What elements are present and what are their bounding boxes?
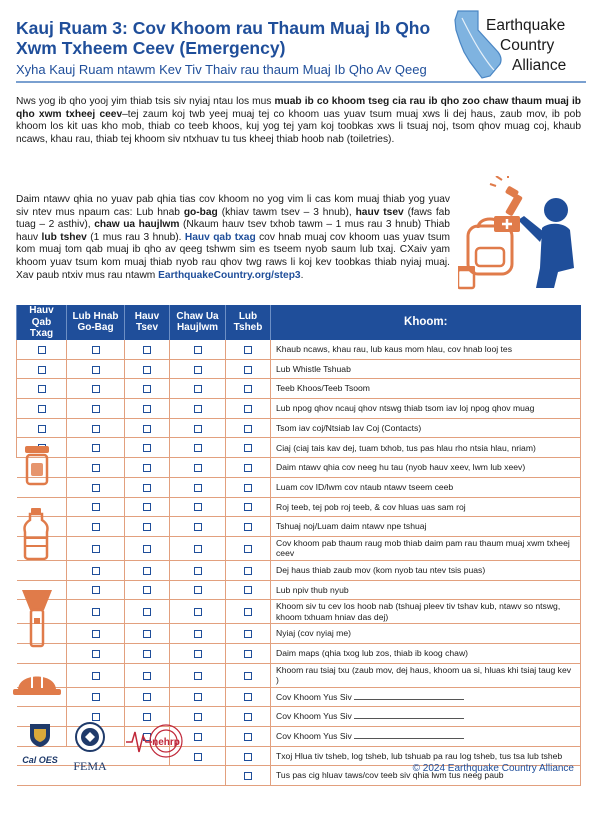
checkbox[interactable] (244, 464, 252, 472)
checkbox-cell[interactable] (226, 560, 271, 580)
checkbox[interactable] (38, 385, 46, 393)
p2-text-1: Daim ntawv qhia no yuav pab qhia tias cov khoom no yog vim li cas kom muaj thiab yog yuav siv ntev mus npaum cas: Lub hnab (16, 194, 450, 218)
table-row (17, 477, 581, 497)
table-row (17, 517, 581, 537)
checkbox[interactable] (194, 672, 202, 680)
checkbox-cell[interactable] (226, 359, 271, 379)
checkbox[interactable] (92, 523, 100, 531)
checkbox-cell[interactable] (226, 497, 271, 517)
checkbox[interactable] (92, 444, 100, 452)
checkbox[interactable] (244, 385, 252, 393)
item-label: Ciaj (ciaj tais kav dej, tuam txhob, tus pas hlau rho ntsia hlau, nriam) (276, 442, 536, 453)
intro-text-a: Nws yog ib qho yooj yim thiab tsis siv nyiaj ntau los mus (16, 96, 275, 107)
item-cell (271, 340, 581, 360)
table-row (17, 643, 581, 663)
checkbox-cell[interactable] (226, 477, 271, 497)
checkbox-cell[interactable] (17, 418, 67, 438)
checkbox[interactable] (143, 346, 151, 354)
checkbox-cell[interactable] (226, 727, 271, 747)
checkbox[interactable] (194, 693, 202, 701)
checkbox[interactable] (143, 693, 151, 701)
item-label: Roj teeb, tej pob roj teeb, & cov hluas uas sam roj (276, 501, 466, 512)
checkbox-cell[interactable] (67, 359, 125, 379)
item-label: Dej haus thiab zaub mov (kom nyob tau ntev tsis puas) (276, 564, 486, 575)
checkbox-cell[interactable] (67, 458, 125, 478)
cal-oes-label: Cal OES (22, 755, 58, 765)
checkbox-cell[interactable] (170, 379, 226, 399)
checkbox-cell[interactable] (170, 418, 226, 438)
p2-text-2: (khiav tawm tsev – 3 hnub), (217, 206, 356, 218)
checkbox-cell[interactable] (125, 560, 170, 580)
item-label: Cov Khoom Yus Siv (276, 711, 352, 722)
checkbox[interactable] (194, 733, 202, 741)
checkbox[interactable] (194, 567, 202, 575)
checkbox-cell[interactable] (125, 340, 170, 360)
checkbox-cell[interactable] (170, 497, 226, 517)
table-row (17, 340, 581, 360)
person-with-backpack-illustration (458, 176, 586, 291)
checkbox[interactable] (194, 425, 202, 433)
checkbox-cell[interactable] (67, 379, 125, 399)
checkbox[interactable] (244, 503, 252, 511)
checkbox-cell[interactable] (125, 600, 170, 624)
checkbox-cell[interactable] (125, 580, 170, 600)
checkbox-cell[interactable] (67, 477, 125, 497)
partner-logos (18, 722, 188, 782)
checkbox[interactable] (143, 444, 151, 452)
item-cell (271, 560, 581, 580)
hard-hat-icon (12, 662, 62, 698)
item-label: Khoom rau tsiaj txu (zaub mov, dej haus, khoom ua si, hluas khi tsiaj taug kev ) (276, 664, 572, 686)
item-label: Lub npiv thub nyub (276, 584, 349, 595)
checkbox-cell[interactable] (17, 379, 67, 399)
column-header-car: Lub Tsheb (226, 305, 271, 340)
checkbox[interactable] (92, 567, 100, 575)
checkbox[interactable] (244, 567, 252, 575)
checkbox[interactable] (143, 523, 151, 531)
item-label: Luam cov ID/lwm cov ntaub ntawv tseem ceeb (276, 481, 454, 492)
checkbox[interactable] (92, 630, 100, 638)
item-label: Daim ntawv qhia cov neeg hu tau (nyob hauv xeev, lwm lub xeev) (276, 462, 526, 473)
checkbox[interactable] (244, 608, 252, 616)
checkbox[interactable] (143, 366, 151, 374)
checkbox[interactable] (38, 405, 46, 413)
checkbox[interactable] (244, 586, 252, 594)
logo-text (486, 16, 566, 76)
checkbox[interactable] (143, 713, 151, 721)
checkbox[interactable] (92, 405, 100, 413)
checkbox-cell[interactable] (226, 536, 271, 560)
p2-bold-car: lub tshev (41, 231, 87, 243)
checkbox[interactable] (143, 385, 151, 393)
logo-line-2: Country (500, 37, 555, 54)
item-label: Khaub ncaws, khau rau, lub kaus mom hlau, cov hnab looj tes (276, 343, 512, 354)
checkbox-cell[interactable] (67, 536, 125, 560)
item-label: Tshuaj noj/Luam daim ntawv npe tshuaj (276, 521, 427, 532)
checkbox-cell[interactable] (67, 580, 125, 600)
cal-oes-logo (18, 722, 62, 765)
p2-text-6: cov hnab muaj cov khoom uas yuav tsum kom muaj tom qab muaj ib qho av qeeg tshwm sim es tseem nyob saum lub txaj. CXaiv yam khoom yuav tsum kom muaj thiab nyob rau qhov twg raws li koj kev toobkas thiab nyiaj muaj. Xav paub ntxiv mus rau ntawm (16, 231, 450, 281)
table-row (17, 359, 581, 379)
table-header-row (17, 305, 581, 340)
checkbox[interactable] (92, 503, 100, 511)
checkbox[interactable] (194, 503, 202, 511)
cal-oes-seal-icon (27, 722, 53, 748)
table-row (17, 560, 581, 580)
checkbox[interactable] (244, 630, 252, 638)
write-in-line[interactable] (354, 711, 464, 719)
checkbox[interactable] (92, 650, 100, 658)
checkbox-cell[interactable] (67, 399, 125, 419)
checkbox-cell[interactable] (125, 418, 170, 438)
checkbox-cell[interactable] (170, 560, 226, 580)
person-arm (518, 216, 544, 242)
checkbox[interactable] (194, 346, 202, 354)
checkbox[interactable] (244, 444, 252, 452)
checkbox-cell[interactable] (125, 458, 170, 478)
checkbox-cell[interactable] (125, 536, 170, 560)
checkbox-cell[interactable] (170, 458, 226, 478)
p2-bold-home: hauv tsev (355, 206, 404, 218)
checkbox[interactable] (194, 713, 202, 721)
checkbox-cell[interactable] (125, 687, 170, 707)
checkbox[interactable] (143, 608, 151, 616)
checkbox[interactable] (194, 608, 202, 616)
p2-bold-bed: Hauv qab txag (184, 231, 256, 243)
item-label: Daim maps (qhia txog lub zos, thiab ib koog chaw) (276, 648, 469, 659)
checkbox-cell[interactable] (125, 624, 170, 644)
table-row (17, 687, 581, 707)
checkbox[interactable] (143, 672, 151, 680)
checkbox-cell[interactable] (67, 643, 125, 663)
checkbox[interactable] (244, 484, 252, 492)
item-cell (271, 517, 581, 537)
flashlight-icon (20, 588, 54, 648)
table-row (17, 497, 581, 517)
checkbox-cell[interactable] (170, 643, 226, 663)
item-label: Cov khoom pab thaum raug mob thiab daim pam rau thaum muaj xwm txheej ceev (276, 537, 570, 559)
column-header-bed: Hauv Qab Txag (17, 305, 67, 340)
checkbox-cell[interactable] (67, 663, 125, 687)
item-label: Tus pas cig hluav taws/cov teeb siv qhia lwm tus neeg paub (276, 770, 504, 781)
checkbox-cell[interactable] (125, 663, 170, 687)
write-in-line[interactable] (354, 731, 464, 739)
checkbox-cell[interactable] (226, 379, 271, 399)
medicine-bottle-icon (22, 446, 52, 486)
page-subtitle: Xyha Kauj Ruam ntawm Kev Tiv Thaiv rau thaum Muaj Ib Qho Av Qeeg (16, 62, 427, 77)
checkbox[interactable] (244, 425, 252, 433)
checkbox-cell[interactable] (67, 624, 125, 644)
item-cell (271, 497, 581, 517)
checkbox[interactable] (38, 425, 46, 433)
checkbox[interactable] (143, 484, 151, 492)
checkbox-cell[interactable] (170, 438, 226, 458)
checkbox-cell[interactable] (170, 359, 226, 379)
p2-text-4: (Nkaum hauv tsev txhob tawm – 1 mus rau 3 hnub) Thiab hauv (16, 219, 450, 243)
checkbox[interactable] (194, 484, 202, 492)
checkbox[interactable] (244, 650, 252, 658)
item-cell (271, 477, 581, 497)
checkbox[interactable] (244, 346, 252, 354)
checkbox-cell[interactable] (226, 663, 271, 687)
checkbox-cell[interactable] (226, 746, 271, 766)
first-aid-kit-icon (494, 216, 520, 232)
checkbox[interactable] (143, 650, 151, 658)
item-cell (271, 438, 581, 458)
table-row (17, 536, 581, 560)
item-label: Cov Khoom Yus Siv (276, 731, 352, 742)
checkbox[interactable] (92, 672, 100, 680)
checkbox[interactable] (194, 405, 202, 413)
checkbox[interactable] (194, 630, 202, 638)
checkbox-cell[interactable] (170, 580, 226, 600)
checkbox[interactable] (92, 608, 100, 616)
dhs-seal-icon (75, 722, 105, 752)
checkbox[interactable] (92, 366, 100, 374)
write-in-line[interactable] (354, 692, 464, 700)
logo-line-1: Earthquake (486, 17, 566, 34)
checkbox[interactable] (143, 503, 151, 511)
table-row (17, 458, 581, 478)
item-cell (271, 399, 581, 419)
checkbox-cell[interactable] (17, 399, 67, 419)
table-row (17, 399, 581, 419)
person-head (544, 198, 568, 222)
p2-text-3: (faws fab tuag – 2 asthiv), (16, 206, 450, 231)
earthquake-country-alliance-logo (452, 8, 592, 82)
checkbox[interactable] (92, 464, 100, 472)
checkbox-cell[interactable] (67, 517, 125, 537)
checkbox-cell[interactable] (125, 497, 170, 517)
checkbox-cell[interactable] (125, 359, 170, 379)
checkbox-cell[interactable] (226, 340, 271, 360)
checkbox-cell[interactable] (125, 438, 170, 458)
checkbox[interactable] (194, 366, 202, 374)
checkbox[interactable] (92, 586, 100, 594)
checkbox-cell[interactable] (170, 663, 226, 687)
checkbox[interactable] (244, 772, 252, 780)
checkbox[interactable] (194, 650, 202, 658)
intro-emphasis: muab ib co khoom tseg cia rau ib qho zoo chaw thaum muaj ib qho xwm txheej ceev (16, 96, 581, 120)
item-cell (271, 580, 581, 600)
checkbox[interactable] (244, 366, 252, 374)
item-cell (271, 707, 581, 727)
checkbox[interactable] (143, 405, 151, 413)
checkbox-cell[interactable] (125, 643, 170, 663)
checkbox-cell[interactable] (170, 536, 226, 560)
column-header-go-bag: Lub Hnab Go-Bag (67, 305, 125, 340)
checkbox[interactable] (92, 693, 100, 701)
logo-line-3: Alliance (512, 57, 567, 74)
checkbox-cell[interactable] (226, 399, 271, 419)
checkbox[interactable] (244, 405, 252, 413)
item-cell (271, 536, 581, 560)
step3-link[interactable]: EarthquakeCountry.org/step3 (158, 269, 301, 281)
nehrp-logo (126, 724, 186, 758)
checkbox[interactable] (92, 425, 100, 433)
checkbox-cell[interactable] (125, 477, 170, 497)
item-cell (271, 458, 581, 478)
checkbox[interactable] (143, 464, 151, 472)
checkbox-cell[interactable] (226, 418, 271, 438)
usage-paragraph (16, 194, 450, 282)
flashlight-icon (490, 176, 523, 217)
checkbox[interactable] (244, 523, 252, 531)
checkbox-cell[interactable] (170, 477, 226, 497)
item-label: Teeb Khoos/Teeb Tsoom (276, 383, 370, 394)
checkbox[interactable] (38, 346, 46, 354)
item-label: Txoj Hlua tiv tsheb, log tsheb, lub tshuab pa rau log tsheb, tus tsa lub tsheb (276, 750, 563, 761)
table-row (17, 379, 581, 399)
checkbox-cell[interactable] (125, 379, 170, 399)
item-cell (271, 687, 581, 707)
checkbox[interactable] (194, 753, 202, 761)
checkbox-cell[interactable] (67, 438, 125, 458)
item-cell (271, 643, 581, 663)
checkbox-cell[interactable] (67, 340, 125, 360)
checkbox-cell[interactable] (170, 399, 226, 419)
empty-cell (17, 560, 67, 580)
checkbox-cell[interactable] (67, 560, 125, 580)
item-label: Lub Whistle Tshuab (276, 363, 351, 374)
checkbox-cell[interactable] (67, 497, 125, 517)
checkbox-cell[interactable] (67, 600, 125, 624)
item-cell (271, 663, 581, 687)
item-label: Khoom siv tu cev los hoob nab (tshuaj pleev tiv tshav kub, ntawv so ntswg, khoom txhuam hniav das dej) (276, 601, 561, 622)
table-row (17, 624, 581, 644)
checkbox-cell[interactable] (67, 687, 125, 707)
checkbox-cell[interactable] (170, 624, 226, 644)
checkbox[interactable] (194, 464, 202, 472)
checkbox[interactable] (244, 753, 252, 761)
checkbox[interactable] (92, 484, 100, 492)
checkbox[interactable] (92, 385, 100, 393)
checkbox[interactable] (244, 545, 252, 553)
checkbox[interactable] (244, 733, 252, 741)
p2-bold-go-bag: go-bag (183, 206, 218, 218)
table-row (17, 438, 581, 458)
checkbox-cell[interactable] (67, 418, 125, 438)
fema-logo (70, 722, 110, 774)
checkbox-cell[interactable] (125, 517, 170, 537)
checkbox[interactable] (143, 545, 151, 553)
item-cell (271, 359, 581, 379)
item-label: Cov Khoom Yus Siv (276, 691, 352, 702)
checkbox[interactable] (92, 346, 100, 354)
column-header-work: Chaw Ua Haujlwm (170, 305, 226, 340)
checkbox[interactable] (92, 545, 100, 553)
checkbox-cell[interactable] (170, 600, 226, 624)
checkbox-cell[interactable] (226, 687, 271, 707)
checklist-body (17, 340, 581, 786)
checkbox-cell[interactable] (226, 624, 271, 644)
item-cell (271, 727, 581, 747)
checkbox[interactable] (194, 385, 202, 393)
checkbox[interactable] (143, 630, 151, 638)
checkbox-cell[interactable] (226, 438, 271, 458)
copyright-notice: © 2024 Earthquake Country Alliance (412, 763, 574, 774)
checkbox[interactable] (92, 713, 100, 721)
item-cell (271, 600, 581, 624)
checkbox-cell[interactable] (226, 643, 271, 663)
item-label: Nyiaj (cov nyiaj me) (276, 628, 351, 639)
checkbox[interactable] (194, 545, 202, 553)
intro-text-b: –tej zaum koj twb yeej muaj tej co khoom uas yuav tsum muaj xws li dej haus, zaub mov, ib pob khoom los kit uas kho mob, thiab co teeb khoos, kuj yog tej yam koj toobkas xws li tsuaj noj, tsom qhov muag coj, khaub ncaws, khau rau, thiab tej khoom siv ntxhuav tu tus kheej thiab hoob nab (toiletries). (16, 108, 581, 145)
checkbox-cell[interactable] (17, 359, 67, 379)
checkbox[interactable] (244, 713, 252, 721)
table-row (17, 600, 581, 624)
checkbox[interactable] (38, 366, 46, 374)
checkbox-cell[interactable] (226, 707, 271, 727)
column-header-home: Hauv Tsev (125, 305, 170, 340)
column-header-items: Khoom: (271, 305, 581, 340)
checkbox-cell[interactable] (17, 340, 67, 360)
checkbox-cell[interactable] (226, 517, 271, 537)
checkbox[interactable] (143, 425, 151, 433)
checkbox-cell[interactable] (125, 399, 170, 419)
checkbox-cell[interactable] (226, 600, 271, 624)
table-row (17, 663, 581, 687)
checkbox[interactable] (143, 567, 151, 575)
checkbox-cell[interactable] (170, 517, 226, 537)
table-row (17, 418, 581, 438)
table-row (17, 580, 581, 600)
p2-text-7: . (300, 269, 304, 281)
checkbox[interactable] (244, 693, 252, 701)
p2-text-5: (1 mus rau 3 hnub). (86, 231, 185, 243)
checkbox-cell[interactable] (226, 580, 271, 600)
nehrp-label: nehrp (152, 737, 180, 748)
intro-paragraph (16, 96, 581, 146)
pill-bottle-icon (458, 266, 475, 288)
water-bottle-icon (22, 508, 50, 560)
checkbox[interactable] (194, 523, 202, 531)
item-label: Lub npog qhov ncauj qhov ntswg thiab tsom iav loj npog qhov muag (276, 403, 535, 414)
supply-checklist-table (16, 305, 581, 786)
checkbox-cell[interactable] (226, 766, 271, 786)
fema-label: FEMA (73, 759, 107, 773)
checkbox[interactable] (143, 586, 151, 594)
page-title: Kauj Ruam 3: Cov Khoom rau Thaum Muaj Ib Qho Xwm Txheem Ceev (Emergency) (16, 18, 431, 58)
item-cell (271, 418, 581, 438)
item-label: Tsom iav coj/Ntsiab Iav Coj (Contacts) (276, 422, 422, 433)
item-cell (271, 624, 581, 644)
checkbox-cell[interactable] (226, 458, 271, 478)
checkbox[interactable] (194, 586, 202, 594)
checkbox-cell[interactable] (170, 340, 226, 360)
checkbox[interactable] (194, 444, 202, 452)
checkbox[interactable] (244, 672, 252, 680)
p2-bold-work: chaw ua haujlwm (94, 219, 180, 231)
item-cell (271, 379, 581, 399)
checkbox-cell[interactable] (170, 687, 226, 707)
